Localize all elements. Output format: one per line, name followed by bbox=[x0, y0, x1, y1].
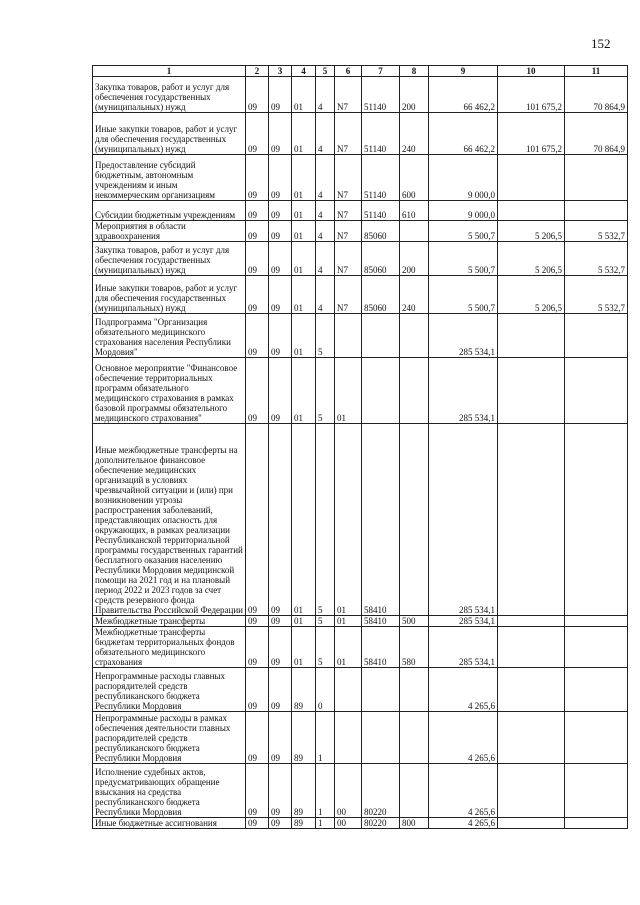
header-cell: 8 bbox=[400, 66, 429, 77]
code-cell: 240 bbox=[400, 276, 429, 314]
amount-cell: 285 534,1 bbox=[429, 358, 498, 424]
code-cell: 610 bbox=[400, 201, 429, 221]
code-cell bbox=[335, 668, 362, 712]
header-cell: 9 bbox=[429, 66, 498, 77]
code-cell: 09 bbox=[246, 424, 269, 616]
code-cell: 1 bbox=[316, 712, 335, 764]
code-cell: 00 bbox=[335, 764, 362, 818]
code-cell: 01 bbox=[292, 113, 316, 155]
code-cell: 89 bbox=[292, 764, 316, 818]
code-cell: 51140 bbox=[362, 201, 400, 221]
row-name-cell: Иные закупки товаров, работ и услуг для обеспечения государственных (муниципальных) нужд bbox=[93, 276, 246, 314]
code-cell: 80220 bbox=[362, 764, 400, 818]
code-cell: N7 bbox=[335, 201, 362, 221]
amount-cell bbox=[498, 668, 565, 712]
code-cell: 5 bbox=[316, 616, 335, 627]
table-row bbox=[93, 712, 628, 764]
code-cell: 09 bbox=[269, 818, 292, 829]
code-cell: 5 bbox=[316, 627, 335, 668]
code-cell: 85060 bbox=[362, 221, 400, 242]
amount-cell bbox=[565, 818, 628, 829]
amount-cell bbox=[565, 424, 628, 616]
amount-cell: 9 000,0 bbox=[429, 155, 498, 201]
header-cell: 2 bbox=[246, 66, 269, 77]
code-cell bbox=[400, 668, 429, 712]
code-cell: 01 bbox=[335, 627, 362, 668]
amount-cell: 4 265,6 bbox=[429, 818, 498, 829]
row-name-cell: Закупка товаров, работ и услуг для обеспечения государственных (муниципальных) нужд bbox=[93, 77, 246, 113]
code-cell: 09 bbox=[269, 201, 292, 221]
amount-cell bbox=[565, 616, 628, 627]
code-cell: N7 bbox=[335, 221, 362, 242]
code-cell: 09 bbox=[246, 113, 269, 155]
amount-cell bbox=[565, 712, 628, 764]
row-name-cell: Непрограммные расходы в рамках обеспечения деятельности главных распорядителей средств республиканского бюджета Республики Мордовия bbox=[93, 712, 246, 764]
table-row bbox=[93, 668, 628, 712]
code-cell: 89 bbox=[292, 668, 316, 712]
amount-cell: 5 532,7 bbox=[565, 221, 628, 242]
row-name-cell: Иные межбюджетные трансферты на дополнительное финансовое обеспечение медицинских организаций в условиях чрезвычайной ситуации и (или) при возникновении угрозы распространения заболеваний, представляющих опасность для окружающих, в рамках реализации Республиканской территориальной программы государственных гарантий бесплатного оказания населению Республики Мордовия медицинской помощи на 2021 год и на плановый период 2022 и 2023 годов за счет средств резервного фонда Правительства Российской Федерации bbox=[93, 424, 246, 616]
page-number: 152 bbox=[591, 36, 611, 51]
code-cell: 09 bbox=[269, 276, 292, 314]
code-cell: 01 bbox=[292, 242, 316, 276]
code-cell: 09 bbox=[246, 712, 269, 764]
amount-cell bbox=[565, 314, 628, 358]
code-cell: 09 bbox=[269, 668, 292, 712]
row-name-cell: Непрограммные расходы главных распорядителей средств республиканского бюджета Республики Мордовия bbox=[93, 668, 246, 712]
amount-cell: 4 265,6 bbox=[429, 668, 498, 712]
code-cell: 01 bbox=[292, 424, 316, 616]
code-cell: 09 bbox=[246, 358, 269, 424]
table-row bbox=[93, 627, 628, 668]
code-cell bbox=[335, 314, 362, 358]
table-row bbox=[93, 276, 628, 314]
table-row bbox=[93, 764, 628, 818]
code-cell bbox=[400, 424, 429, 616]
code-cell: 01 bbox=[292, 221, 316, 242]
code-cell bbox=[362, 314, 400, 358]
code-cell: 4 bbox=[316, 155, 335, 201]
amount-cell bbox=[498, 627, 565, 668]
code-cell: 01 bbox=[292, 77, 316, 113]
code-cell: 09 bbox=[246, 314, 269, 358]
code-cell: 80220 bbox=[362, 818, 400, 829]
header-cell: 7 bbox=[362, 66, 400, 77]
header-cell: 5 bbox=[316, 66, 335, 77]
code-cell: 09 bbox=[246, 668, 269, 712]
code-cell: 1 bbox=[316, 764, 335, 818]
amount-cell: 101 675,2 bbox=[498, 113, 565, 155]
code-cell: 51140 bbox=[362, 113, 400, 155]
header-cell: 11 bbox=[565, 66, 628, 77]
code-cell: 09 bbox=[269, 242, 292, 276]
row-name-cell: Иные бюджетные ассигнования bbox=[93, 818, 246, 829]
table-row bbox=[93, 358, 628, 424]
code-cell: 01 bbox=[292, 616, 316, 627]
code-cell: 500 bbox=[400, 616, 429, 627]
header-row bbox=[93, 66, 628, 77]
amount-cell bbox=[498, 616, 565, 627]
amount-cell: 70 864,9 bbox=[565, 113, 628, 155]
code-cell: 5 bbox=[316, 424, 335, 616]
amount-cell: 5 206,5 bbox=[498, 242, 565, 276]
row-name-cell: Мероприятия в области здравоохранения bbox=[93, 221, 246, 242]
code-cell: 09 bbox=[269, 221, 292, 242]
code-cell: 5 bbox=[316, 314, 335, 358]
amount-cell bbox=[565, 627, 628, 668]
code-cell bbox=[400, 221, 429, 242]
table-row bbox=[93, 155, 628, 201]
table-row bbox=[93, 314, 628, 358]
table-row bbox=[93, 818, 628, 829]
code-cell: 09 bbox=[269, 616, 292, 627]
code-cell: 600 bbox=[400, 155, 429, 201]
code-cell bbox=[362, 668, 400, 712]
amount-cell: 285 534,1 bbox=[429, 424, 498, 616]
code-cell: 51140 bbox=[362, 77, 400, 113]
code-cell: 89 bbox=[292, 712, 316, 764]
code-cell: 01 bbox=[335, 424, 362, 616]
row-name-cell: Субсидии бюджетным учреждениям bbox=[93, 201, 246, 221]
table-row bbox=[93, 77, 628, 113]
code-cell: 09 bbox=[269, 358, 292, 424]
code-cell: N7 bbox=[335, 113, 362, 155]
amount-cell: 5 500,7 bbox=[429, 242, 498, 276]
code-cell bbox=[362, 358, 400, 424]
table-row bbox=[93, 221, 628, 242]
row-name-cell: Закупка товаров, работ и услуг для обеспечения государственных (муниципальных) нужд bbox=[93, 242, 246, 276]
code-cell: 09 bbox=[269, 155, 292, 201]
code-cell: 01 bbox=[292, 201, 316, 221]
row-name-cell: Предоставление субсидий бюджетным, автономным учреждениям и иным некоммерческим организациям bbox=[93, 155, 246, 201]
code-cell bbox=[400, 358, 429, 424]
code-cell: 09 bbox=[246, 616, 269, 627]
code-cell: 4 bbox=[316, 77, 335, 113]
header-cell: 10 bbox=[498, 66, 565, 77]
code-cell: 09 bbox=[246, 627, 269, 668]
amount-cell: 4 265,6 bbox=[429, 764, 498, 818]
code-cell: 09 bbox=[246, 155, 269, 201]
row-name-cell: Подпрограмма "Организация обязательного медицинского страхования населения Республики Мордовия" bbox=[93, 314, 246, 358]
row-name-cell: Иные закупки товаров, работ и услуг для обеспечения государственных (муниципальных) нужд bbox=[93, 113, 246, 155]
code-cell: 4 bbox=[316, 276, 335, 314]
amount-cell bbox=[498, 818, 565, 829]
code-cell: 09 bbox=[246, 276, 269, 314]
table-row bbox=[93, 242, 628, 276]
header-cell: 4 bbox=[292, 66, 316, 77]
table-row bbox=[93, 616, 628, 627]
amount-cell: 285 534,1 bbox=[429, 627, 498, 668]
code-cell: 01 bbox=[292, 314, 316, 358]
code-cell: 09 bbox=[246, 201, 269, 221]
code-cell: 4 bbox=[316, 201, 335, 221]
amount-cell: 285 534,1 bbox=[429, 314, 498, 358]
code-cell: 09 bbox=[269, 314, 292, 358]
code-cell: 58410 bbox=[362, 627, 400, 668]
code-cell bbox=[400, 314, 429, 358]
amount-cell bbox=[498, 712, 565, 764]
code-cell: 580 bbox=[400, 627, 429, 668]
code-cell: N7 bbox=[335, 77, 362, 113]
amount-cell: 9 000,0 bbox=[429, 201, 498, 221]
table-row bbox=[93, 201, 628, 221]
table-row bbox=[93, 113, 628, 155]
table-row bbox=[93, 424, 628, 616]
code-cell: 4 bbox=[316, 221, 335, 242]
code-cell: N7 bbox=[335, 155, 362, 201]
code-cell: 09 bbox=[269, 764, 292, 818]
amount-cell: 5 532,7 bbox=[565, 276, 628, 314]
code-cell: 09 bbox=[246, 764, 269, 818]
code-cell: 85060 bbox=[362, 276, 400, 314]
code-cell: 09 bbox=[269, 712, 292, 764]
code-cell: 09 bbox=[246, 818, 269, 829]
code-cell: 58410 bbox=[362, 616, 400, 627]
code-cell: 09 bbox=[269, 424, 292, 616]
code-cell: 240 bbox=[400, 113, 429, 155]
header-cell: 6 bbox=[335, 66, 362, 77]
code-cell bbox=[400, 764, 429, 818]
code-cell: 01 bbox=[292, 627, 316, 668]
code-cell: 85060 bbox=[362, 242, 400, 276]
code-cell: 01 bbox=[292, 358, 316, 424]
code-cell bbox=[335, 712, 362, 764]
code-cell: 01 bbox=[335, 616, 362, 627]
row-name-cell: Исполнение судебных актов, предусматривающих обращение взыскания на средства республиканского бюджета Республики Мордовия bbox=[93, 764, 246, 818]
code-cell: 58410 bbox=[362, 424, 400, 616]
amount-cell: 66 462,2 bbox=[429, 113, 498, 155]
amount-cell bbox=[565, 668, 628, 712]
amount-cell bbox=[565, 155, 628, 201]
code-cell: 09 bbox=[246, 77, 269, 113]
row-name-cell: Основное мероприятие "Финансовое обеспечение территориальных программ обязательного медицинского страхования в рамках базовой программы обязательного медицинского страхования" bbox=[93, 358, 246, 424]
code-cell: 200 bbox=[400, 77, 429, 113]
code-cell: 09 bbox=[246, 221, 269, 242]
amount-cell bbox=[498, 424, 565, 616]
amount-cell: 4 265,6 bbox=[429, 712, 498, 764]
amount-cell bbox=[498, 155, 565, 201]
amount-cell: 70 864,9 bbox=[565, 77, 628, 113]
code-cell: 09 bbox=[269, 113, 292, 155]
code-cell bbox=[362, 712, 400, 764]
code-cell: N7 bbox=[335, 242, 362, 276]
code-cell: 01 bbox=[335, 358, 362, 424]
amount-cell bbox=[565, 358, 628, 424]
header-cell: 3 bbox=[269, 66, 292, 77]
amount-cell bbox=[498, 358, 565, 424]
code-cell: 800 bbox=[400, 818, 429, 829]
code-cell: 4 bbox=[316, 113, 335, 155]
code-cell: 89 bbox=[292, 818, 316, 829]
amount-cell: 5 500,7 bbox=[429, 221, 498, 242]
code-cell: 51140 bbox=[362, 155, 400, 201]
row-name-cell: Межбюджетные трансферты бюджетам территориальных фондов обязательного медицинского страхования bbox=[93, 627, 246, 668]
amount-cell bbox=[565, 764, 628, 818]
code-cell bbox=[400, 712, 429, 764]
amount-cell: 5 206,5 bbox=[498, 276, 565, 314]
amount-cell: 5 206,5 bbox=[498, 221, 565, 242]
amount-cell: 285 534,1 bbox=[429, 616, 498, 627]
row-name-cell: Межбюджетные трансферты bbox=[93, 616, 246, 627]
code-cell: 5 bbox=[316, 358, 335, 424]
amount-cell: 5 500,7 bbox=[429, 276, 498, 314]
code-cell: 09 bbox=[269, 627, 292, 668]
amount-cell bbox=[565, 201, 628, 221]
code-cell: 4 bbox=[316, 242, 335, 276]
amount-cell bbox=[498, 201, 565, 221]
code-cell: 01 bbox=[292, 276, 316, 314]
amount-cell: 5 532,7 bbox=[565, 242, 628, 276]
budget-table bbox=[92, 65, 628, 829]
code-cell: 200 bbox=[400, 242, 429, 276]
code-cell: 0 bbox=[316, 668, 335, 712]
amount-cell: 101 675,2 bbox=[498, 77, 565, 113]
code-cell: 01 bbox=[292, 155, 316, 201]
code-cell: 00 bbox=[335, 818, 362, 829]
amount-cell bbox=[498, 764, 565, 818]
amount-cell: 66 462,2 bbox=[429, 77, 498, 113]
code-cell: 09 bbox=[269, 77, 292, 113]
code-cell: 1 bbox=[316, 818, 335, 829]
code-cell: N7 bbox=[335, 276, 362, 314]
header-cell: 1 bbox=[93, 66, 246, 77]
code-cell: 09 bbox=[246, 242, 269, 276]
amount-cell bbox=[498, 314, 565, 358]
